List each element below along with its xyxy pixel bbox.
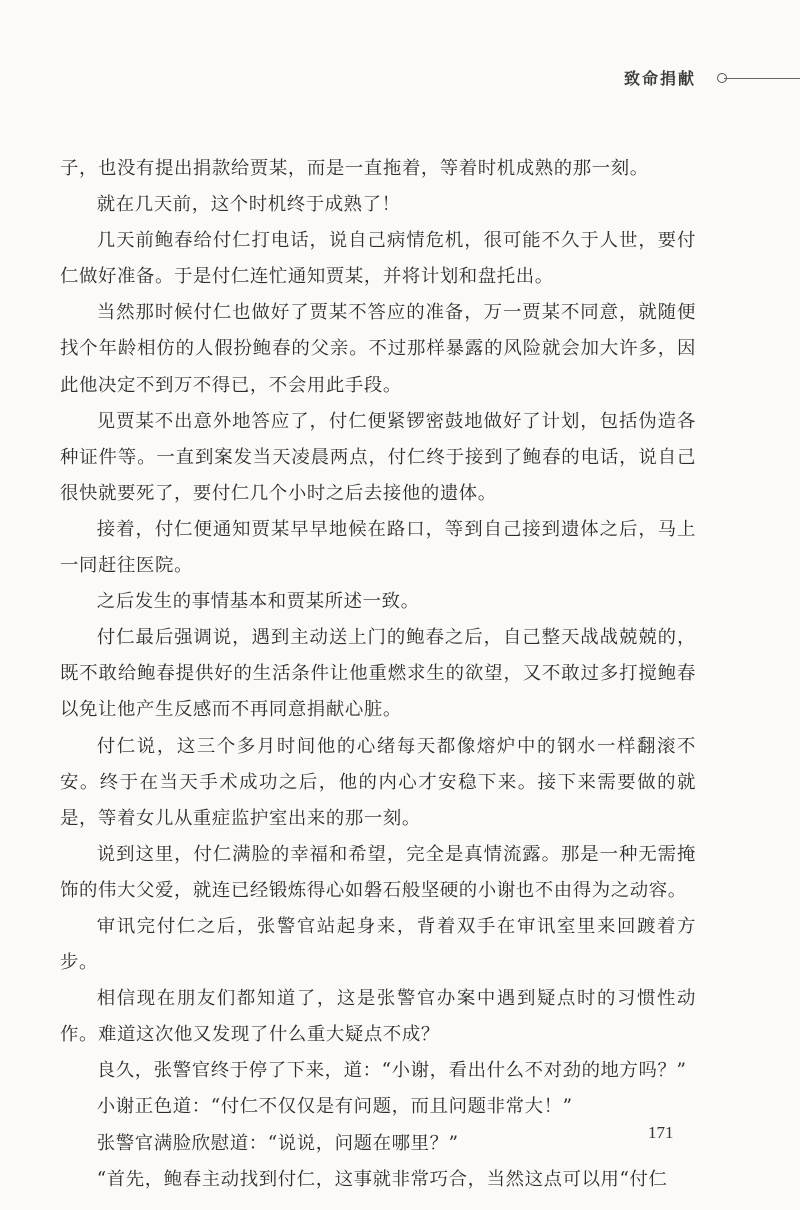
running-head	[0, 64, 800, 94]
paragraph: 子，也没有提出捐款给贾某，而是一直拖着，等着时机成熟的那一刻。	[60, 158, 649, 179]
paragraph: 就在几天前，这个时机终于成熟了！	[96, 194, 401, 216]
paragraph: 相信现在朋友们都知道了，这是张警官办案中遇到疑点时的习惯性动作。难道这次他又发现了什么重大疑点不成？	[60, 988, 696, 1046]
paragraph: 见贾某不出意外地答应了，付仁便紧锣密鼓地做好了计划，包括伪造各种证件等。一直到案发当天凌晨两点，付仁终于接到了鲍春的电话，说自己很快就要死了，要付仁几个小时之后去接他的遗体。	[60, 410, 696, 504]
running-title: 致命捐献	[623, 69, 696, 88]
paragraph: 审讯完付仁之后，张警官站起身来，背着双手在审讯室里来回踱着方步。	[60, 915, 696, 974]
paragraph: 良久，张警官终于停了下来，道：“小谢，看出什么不对劲的地方吗？”	[96, 1060, 687, 1082]
paragraph: 付仁最后强调说，遇到主动送上门的鲍春之后，自己整天战战兢兢的，既不敢给鲍春提供好的生活条件让他重燃求生的欲望，又不敢过多打搅鲍春以免让他产生反感而不再同意捐献心脏。	[60, 627, 696, 721]
paragraph: 说到这里，付仁满脸的幸福和希望，完全是真情流露。那是一种无需掩饰的伟大父爱，就连已经锻炼得心如磐石般坚硬的小谢也不由得为之动容。	[60, 843, 696, 901]
body-text	[60, 151, 696, 1198]
paragraph: 之后发生的事情基本和贾某所述一致。	[96, 591, 420, 613]
paragraph: 小谢正色道：“付仁不仅仅是有问题，而且问题非常大！”	[96, 1096, 573, 1118]
paragraph: 张警官满脸欣慰道：“说说，问题在哪里？”	[96, 1132, 459, 1154]
paragraph: 当然那时候付仁也做好了贾某不答应的准备，万一贾某不同意，就随便找个年龄相仿的人假扮鲍春的父亲。不过那样暴露的风险就会加大许多，因此他决定不到万不得已，不会用此手段。	[60, 302, 696, 396]
head-rule	[724, 78, 800, 79]
page-number: 171	[648, 1123, 674, 1142]
paragraph: “首先，鲍春主动找到付仁，这事就非常巧合，当然这点可以用“付仁	[96, 1168, 668, 1190]
paragraph: 接着，付仁便通知贾某早早地候在路口，等到自己接到遗体之后，马上一同赶往医院。	[60, 518, 696, 577]
paragraph: 几天前鲍春给付仁打电话，说自己病情危机，很可能不久于人世，要付仁做好准备。于是付仁连忙通知贾某，并将计划和盘托出。	[60, 230, 696, 288]
paragraph: 付仁说，这三个多月时间他的心绪每天都像熔炉中的钢水一样翻滚不安。终于在当天手术成功之后，他的内心才安稳下来。接下来需要做的就是，等着女儿从重症监护室出来的那一刻。	[60, 735, 696, 829]
